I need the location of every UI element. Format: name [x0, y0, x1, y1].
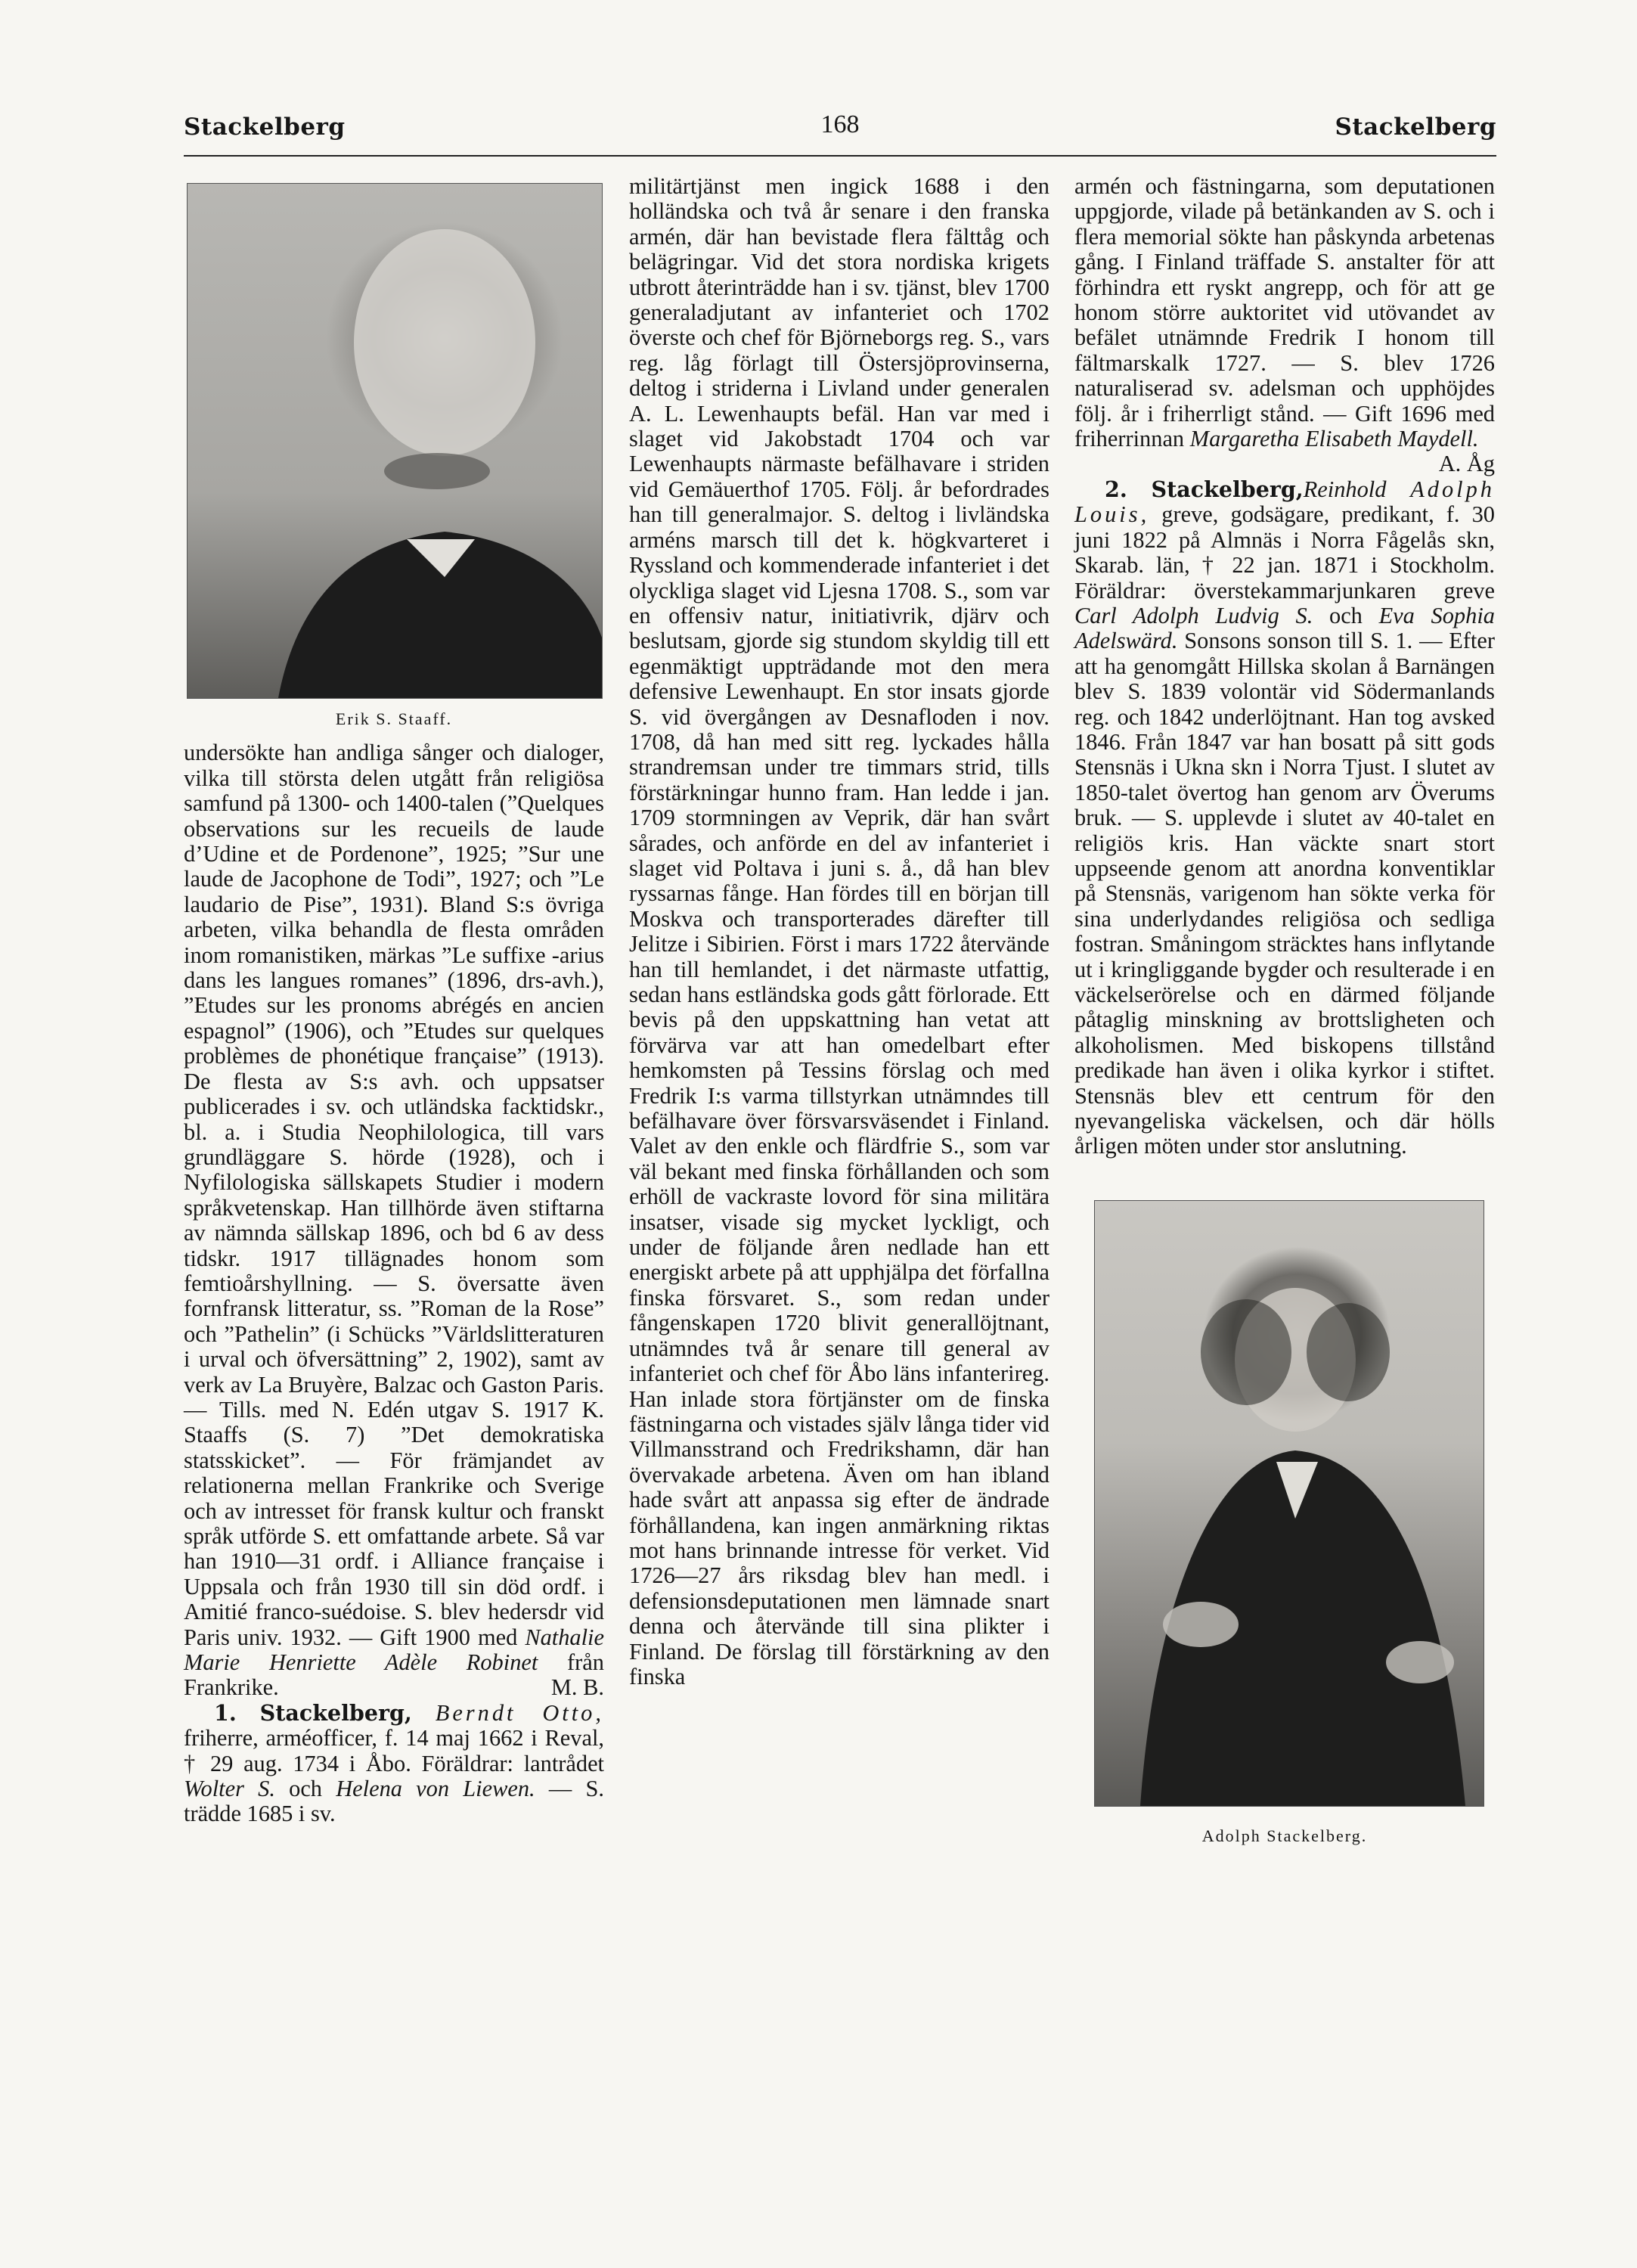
entry-text: Sonsons sonson till S. 1. — Efter att ha genomgått Hillska skolan å Barnängen blev S. 1839 volontär vid Södermanlands reg. och 1842 underlöjtnant. Han tog avsked 1846. Från 1847 var han bosatt på sitt gods Stensnäs i Ukna skn i Norra Tjust. I slutet av 1850-talet övertog han genom arv Överums bruk. — S. upplevde i slutet av 40-talet en religiös kris. Han väckte snart stort uppseende genom att anordna konventiklar på Stensnäs, varigenom han sökte verka för sina underlydandes religiösa och sedliga fostran. Småningom sträcktes hans inflytande ut i kringliggande bygder och resulterade i en väckelserörelse och en därmed följande påtaglig minskning av brottsligheten och alkoholismen. Med biskopens tillstånd predikade han även i olika kyrkor i stiftet. Stensnäs blev ett centrum för den nyevangeliska väckelsen, och där hölls årligen möten under stor anslutning.	[1074, 628, 1495, 1159]
column-1	[184, 174, 604, 1827]
entry-text: friherre, arméofficer, f. 14 maj 1662 i Reval, † 29 aug. 1734 i Åbo. Föräldrar: lantrådet	[184, 1725, 604, 1776]
entry-number: 1.	[214, 1699, 237, 1726]
entry-given-name: Louis,	[1074, 501, 1150, 528]
column3-paragraph	[1074, 173, 1495, 477]
entry-surname: Stackelberg,	[259, 1699, 412, 1726]
text-run: — S. trädde 1685 i sv.	[184, 1776, 604, 1827]
text-run: och	[1329, 602, 1363, 628]
father-name: Carl Adolph Ludvig S.	[1074, 602, 1313, 628]
text-run: och	[289, 1776, 323, 1802]
figure-caption-1: Erik S. Staaff.	[335, 709, 453, 728]
portrait-silhouette	[188, 184, 602, 698]
entry-given-name: Adolph	[1410, 476, 1495, 502]
page-number: 168	[820, 110, 860, 138]
portrait-silhouette	[1095, 1201, 1484, 1806]
text-run: armén och fästningarna, som deputationen uppgjorde, vilade på betänkanden av S. och i flera memorial sökte han påskynda arbetenas gång. I Finland träffade S. anstalter för att förhindra ett ryskt angrepp, och för att ge honom större auktoritet vid utövandet av befälet utnämnde Fredrik I honom till fältmarskalk 1727. — S. blev 1726 naturaliserad sv. adelsman och upphöjdes följ. år i friherrligt stånd. — Gift 1696 med friherrinnan	[1074, 173, 1495, 452]
entry-2	[1074, 477, 1495, 1159]
running-head	[184, 110, 1496, 159]
entry-1	[184, 1701, 604, 1827]
portrait-photo-erik-staaff	[187, 183, 603, 699]
article-text	[184, 740, 604, 1700]
header-rule	[184, 155, 1496, 157]
entry-number: 2.	[1105, 476, 1127, 502]
spouse-name: Margaretha Elisabeth Maydell.	[1189, 426, 1479, 452]
mother-name: Helena von Liewen.	[336, 1776, 535, 1802]
text-run: från Frankrike.	[184, 1649, 604, 1701]
author-signature: A. Åg	[1438, 451, 1495, 477]
father-name: Wolter S.	[184, 1776, 275, 1802]
column1-paragraph: undersökte han andliga sånger och dialoger, vilka till största delen utgått från religiösa samfund på 1300- och 1400-talen (”Quelques observations sur les recueils de laude d’Udine et de Pordenone”, 1925; ”Sur une laude de Jacophone de Todi”, 1927; och ”Le laudario de Pise”, 1931). Bland S:s övriga arbeten, vilka behandla de flesta områden inom romanistiken, märkas ”Le suffixe -arius dans les langues romanes” (1896, drs-avh.), ”Etudes sur les pronoms abrégés en ancien espagnol” (1906), och ”Etudes sur quelques problèmes de phonétique française” (1913). De flesta av S:s avh. och uppsatser publicerades i sv. och utländska facktidskr., bl. a. i Studia Neophilologica, till vars grundläggare S. hörde (1928), och i Nyfilologiska sällskapets Studier i modern språkvetenskap. Han tillhörde även stiftarna av nämnda sällskap 1896, och bd 6 av dess tidskr. 1917 tillägnades honom som femtioårshyllning. — S. översatte även fornfransk litteratur, ss. ”Roman de la Rose” och ”Pathelin” (i Schücks ”Världslitteraturen i urval och öfversättning” 2, 1902), samt av verk av La Bruyère, Balzac och Gaston Paris. — Tills. med N. Edén utgav S. 1917 K. Staaffs (S. 7) ”Det demokratiska statsskicket”. — För främjandet av relationerna mellan Frankrike och Sverige och av intresset för fransk kultur och franskt språk utförde S. ett omfattande arbete. Så var han 1910—31 ordf. i Alliance française i Uppsala och från 1930 till sin död ordf. i Amitié franco-suédoise. S. blev hedersdr vid Paris univ. 1932. — Gift 1900 med	[184, 740, 604, 1650]
entry-text: greve, godsägare, predikant, f. 30 juni 1822 på Almnäs i Norra Fågelås skn, Skarab. län, † 22 jan. 1871 i Stockholm. Föräldrar: överstekammarjunkaren greve	[1074, 501, 1495, 603]
figure-caption-2: Adolph Stackelberg.	[1201, 1826, 1368, 1845]
author-signature: M. B.	[550, 1674, 604, 1701]
portrait-photo-adolph-stackelberg	[1094, 1200, 1484, 1807]
running-head-left: Stackelberg	[184, 113, 346, 141]
mother-name: Eva Sophia Adelswärd.	[1074, 602, 1495, 654]
spouse-name: Nathalie Marie Henriette Adèle Robinet	[184, 1624, 604, 1676]
column2-paragraph: militärtjänst men ingick 1688 i den holländska och två år senare i den franska armén, där han bevistade flera fälttåg och belägringar. Vid det stora nordiska krigets utbrott återinträdde han i sv. tjänst, blev 1700 generaladjutant av infanteriet och 1702 överste och chef för Björneborgs reg. S., vars reg. låg förlagt till Östersjöprovinserna, deltog i striderna i Livland under generalen A. L. Lewenhaupts befäl. Han var med i slaget vid Jakobstadt 1704 och var Lewenhaupts närmaste befälhavare i striden vid Gemäuerthof 1705. Följ. år befordrades han till generalmajor. S. deltog i livländska arméns marsch till det k. högkvarteret i Ryssland och kommenderade infanteriet i det olyckliga slaget vid Ljesna 1708. S., som var en offensiv natur, initiativrik, djärv och beslutsam, gjorde sig stundom skyldig till ett egenmäktigt uppträdande mot den mera defensive Lewenhaupt. En stor insats gjorde S. vid övergången av Desnafloden i nov. 1708, då han med sitt reg. lyckades hålla strandremsan under tre timmars strid, tills förstärkningar hunno fram. Han ledde i jan. 1709 stormningen av Veprik, där han svårt sårades, och anförde en del av infanteriet i slaget vid Poltava i juni s. å., då han blev ryssarnas fånge. Han fördes till en början till Moskva och transporterades därefter till Jelitze i Sibirien. Först i mars 1722 återvände han till hemlandet, i det närmaste utfattig, sedan hans estländska gods gått förlorade. Ett bevis på den uppskattning han vetat att förvärva var att han omedelbart efter hemkomsten på Tessins förslag och med Fredrik I:s varma tillstyrkan utnämndes till befälhavare över försvarsväsendet i Finland. Valet av den enkle och flärdfrie S., som var väl bekant med finska förhållanden och som erhöll de vackraste lovord för sina militära insatser, visade sig mycket lyckligt, och under de följande åren nedlade han ett energiskt arbete på att upphjälpa det förfallna finska försvaret. S., som redan under fångenskapen 1720 blivit generallöjtnant, utnämndes två år senare till general av infanteriet och chef för Åbo läns infanterireg. Han inlade stora förtjänster om de finska fästningarna och vistades själv långa tider vid Villmansstrand och Fredrikshamn, där han övervakade arbetena. Även om han ibland hade svårt att anpassa sig efter de ändrade förhållandena, kan ingen anmärkning riktas mot hans brinnande intresse för verket. Vid 1726—27 års riksdag blev han medl. i defensionsdeputationen men lämnade snart denna och återvände till sina plikter i Finland. De förslag till förstärkning av den finska	[629, 173, 1049, 1689]
entry-surname: Stackelberg,	[1151, 476, 1304, 502]
entry-given-name: Reinhold	[1303, 476, 1387, 502]
running-head-right: Stackelberg	[1335, 113, 1496, 141]
column-3	[1074, 174, 1495, 1857]
entry-given-name: Berndt Otto,	[435, 1699, 604, 1726]
column-2	[629, 174, 1049, 1689]
